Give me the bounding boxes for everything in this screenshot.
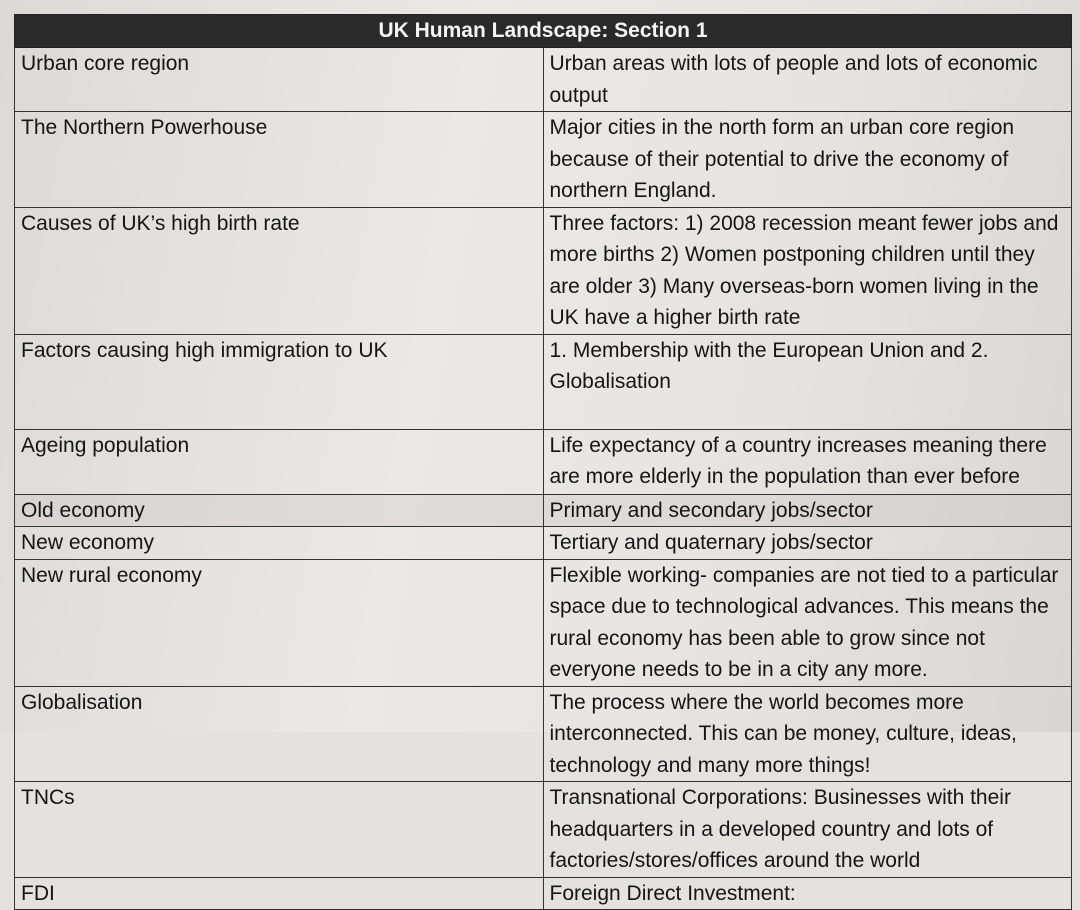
term-cell: Causes of UK’s high birth rate (15, 207, 544, 334)
definition-cell: The process where the world becomes more interconnected. This can be money, culture, ideas, technology and many more things! (543, 686, 1072, 782)
term-cell: New rural economy (15, 559, 544, 686)
table-row (15, 877, 1072, 910)
definition-cell: Three factors: 1) 2008 recession meant fewer jobs and more births 2) Women postponing children until they are older 3) Many overseas-born women living in the UK have a higher birth rate (543, 207, 1072, 334)
table-row (15, 782, 1072, 878)
term-cell: Old economy (15, 494, 544, 527)
definition-cell: Transnational Corporations: Businesses with their headquarters in a developed country and lots of factories/stores/offices around the world (543, 782, 1072, 878)
definition-cell: Primary and secondary jobs/sector (543, 494, 1072, 527)
definition-cell: Life expectancy of a country increases meaning there are more elderly in the population than ever before (543, 429, 1072, 494)
term-cell: FDI (15, 877, 544, 910)
term-cell: TNCs (15, 782, 544, 878)
table-row (15, 48, 1072, 112)
term-cell: Ageing population (15, 429, 544, 494)
definition-cell: Major cities in the north form an urban core region because of their potential to drive the economy of northern England. (543, 112, 1072, 208)
table-row (15, 494, 1072, 527)
glossary-table (14, 14, 1072, 910)
definition-cell: Tertiary and quaternary jobs/sector (543, 527, 1072, 560)
table-row (15, 559, 1072, 686)
table-row (15, 429, 1072, 494)
table-row (15, 334, 1072, 429)
definition-cell: Foreign Direct Investment: (543, 877, 1072, 910)
table-row (15, 527, 1072, 560)
table-header-row (15, 15, 1072, 48)
table-row (15, 112, 1072, 208)
definition-cell: Urban areas with lots of people and lots of economic output (543, 48, 1072, 112)
table-row (15, 207, 1072, 334)
term-cell: Urban core region (15, 48, 544, 112)
definition-cell: 1. Membership with the European Union and 2. Globalisation (543, 334, 1072, 429)
term-cell: The Northern Powerhouse (15, 112, 544, 208)
term-cell: Factors causing high immigration to UK (15, 334, 544, 429)
table-row (15, 686, 1072, 782)
definition-cell: Flexible working- companies are not tied to a particular space due to technological advances. This means the rural economy has been able to grow since not everyone needs to be in a city any more. (543, 559, 1072, 686)
term-cell: Globalisation (15, 686, 544, 782)
term-cell: New economy (15, 527, 544, 560)
table-title: UK Human Landscape: Section 1 (15, 15, 1072, 48)
